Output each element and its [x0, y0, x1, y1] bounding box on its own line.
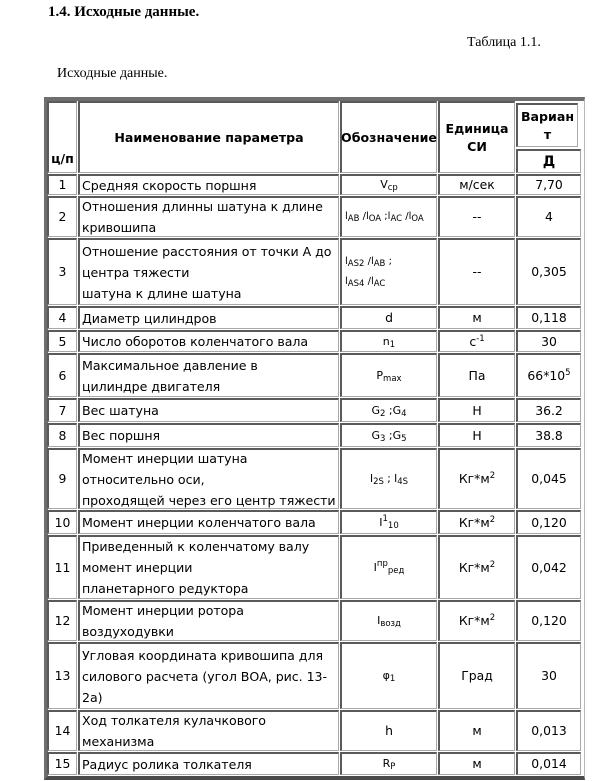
table-number: Таблица 1.1. [467, 35, 541, 50]
parameter-symbol [340, 330, 437, 352]
parameter-name: Отношение расстояния от точки А до центра тяжести шатуна к длине шатуна [78, 238, 339, 305]
unit-text: $с^{-1}$ [469, 333, 485, 349]
row-number: 15 [47, 752, 77, 775]
parameter-name: Момент инерции шатуна относительно оси, проходящей через его центр тяжести [78, 448, 339, 509]
parameter-value: 36.2 [516, 398, 581, 422]
parameter-unit [438, 330, 515, 352]
parameter-symbol [340, 600, 437, 641]
row-number: 12 [47, 600, 77, 641]
parameter-symbol [340, 448, 437, 509]
symbol-text: $I_{2S}$ ; $I_{4S}$ [369, 473, 409, 487]
header-symbol: Обозначение [340, 101, 437, 173]
parameter-symbol [340, 196, 437, 237]
parameter-unit: Н [438, 398, 515, 422]
parameter-value: 0,014 [516, 752, 581, 775]
parameter-value: 0,013 [516, 710, 581, 751]
symbol-text: $R_P$ [382, 757, 396, 772]
row-number: 8 [47, 423, 77, 447]
symbol-text: $V_{ср}$ [380, 178, 398, 193]
row-number: 9 [47, 448, 77, 509]
row-number: 11 [47, 535, 77, 599]
parameter-name: Момент инерции коленчатого вала [78, 510, 339, 534]
parameter-unit: -- [438, 238, 515, 305]
parameter-symbol [340, 535, 437, 599]
parameter-value: 7,70 [516, 174, 581, 195]
row-number: 6 [47, 353, 77, 397]
symbol-text: $I^{пр}_{ред}$ [373, 558, 405, 576]
parameter-name: Максимальное давление в цилиндре двигателя [78, 353, 339, 397]
parameter-unit: -- [438, 196, 515, 237]
parameter-name: Радиус ролика толкателя [78, 752, 339, 775]
parameter-symbol [340, 510, 437, 534]
parameter-unit [438, 510, 515, 534]
parameter-symbol [340, 238, 437, 305]
parameter-unit: Н [438, 423, 515, 447]
parameter-value: 30 [516, 642, 581, 709]
parameter-unit [438, 600, 515, 641]
parameter-symbol [340, 174, 437, 195]
parameter-value: 0,120 [516, 510, 581, 534]
parameter-unit: Па [438, 353, 515, 397]
parameter-name: Ход толкателя кулачкового механизма [78, 710, 339, 751]
parameter-name: Вес поршня [78, 423, 339, 447]
parameter-name: Диаметр цилиндров [78, 306, 339, 329]
header-name: Наименование параметра [78, 101, 339, 173]
symbol-text: $G_2$ $;G_4$ [371, 403, 407, 419]
parameter-name: Число оборотов коленчатого вала [78, 330, 339, 352]
table-caption: Исходные данные. [57, 66, 168, 81]
unit-text: $Кг*м^2$ [458, 613, 496, 628]
parameter-unit: м [438, 752, 515, 775]
header-variant: Вариан т [516, 103, 578, 147]
row-number: 14 [47, 710, 77, 751]
row-number: 2 [47, 196, 77, 237]
parameter-symbol [340, 752, 437, 775]
parameter-value: 0,045 [516, 448, 581, 509]
unit-text: $Кг*м^2$ [458, 559, 496, 575]
parameter-unit: м/сек [438, 174, 515, 195]
section-heading: 1.4. Исходные данные. [48, 4, 200, 20]
row-number: 4 [47, 306, 77, 329]
parameter-value: 0,042 [516, 535, 581, 599]
parameter-symbol [340, 353, 437, 397]
symbol-text: $I^1_{10}$ [379, 513, 399, 531]
parameter-value: 30 [516, 330, 581, 352]
parameter-value [516, 353, 581, 397]
unit-text: $Кг*м^2$ [458, 471, 496, 486]
parameter-symbol [340, 423, 437, 447]
row-number: 7 [47, 398, 77, 422]
parameter-unit [438, 448, 515, 509]
header-number: ц/п [47, 101, 77, 173]
parameter-value: 0,305 [516, 238, 581, 305]
parameter-name: Средняя скорость поршня [78, 174, 339, 195]
row-number: 10 [47, 510, 77, 534]
parameter-value: 0,120 [516, 600, 581, 641]
parameters-table [44, 97, 585, 780]
symbol-text: $n_1$ [382, 334, 396, 350]
symbol-text: $l_{AS2}$ $/l_{AB}$ ; $l_{AS4}$ $/l_{AC}$ [345, 256, 392, 289]
parameter-name: Угловая координата кривошипа для силового расчета (угол ВОА, рис. 13- 2а) [78, 642, 339, 709]
parameter-symbol [340, 398, 437, 422]
parameter-name: Вес шатуна [78, 398, 339, 422]
symbol-text: $I_{возд}$ [377, 614, 401, 629]
value-text: $66*10^5$ [527, 367, 571, 383]
row-number: 5 [47, 330, 77, 352]
symbol-text: $P_{max}$ [376, 368, 402, 384]
parameter-value: 4 [516, 196, 581, 237]
unit-text: $Кг*м^2$ [458, 514, 496, 530]
parameter-unit [438, 535, 515, 599]
parameter-name: Приведенный к коленчатому валу момент инерции планетарного редуктора [78, 535, 339, 599]
row-number: 13 [47, 642, 77, 709]
symbol-text: $l_{AB}$ $/l_{OA}$ $;l_{AC}$ $/l_{OA}$ [345, 211, 424, 224]
header-variant-value: Д [516, 149, 581, 173]
parameter-symbol: h [340, 710, 437, 751]
parameter-name: Отношения длинны шатуна к длине кривошипа [78, 196, 339, 237]
parameter-value: 0,118 [516, 306, 581, 329]
symbol-text: $G_3$ $;G_5$ [371, 428, 407, 444]
symbol-text: $\varphi_1$ [382, 669, 396, 684]
parameter-value: 38.8 [516, 423, 581, 447]
parameter-unit: м [438, 710, 515, 751]
row-number: 3 [47, 238, 77, 305]
header-unit: Единица СИ [438, 101, 515, 173]
row-number: 1 [47, 174, 77, 195]
parameter-symbol [340, 642, 437, 709]
parameter-unit: м [438, 306, 515, 329]
parameter-symbol: d [340, 306, 437, 329]
parameter-unit: Град [438, 642, 515, 709]
parameter-name: Момент инерции ротора воздуходувки [78, 600, 339, 641]
